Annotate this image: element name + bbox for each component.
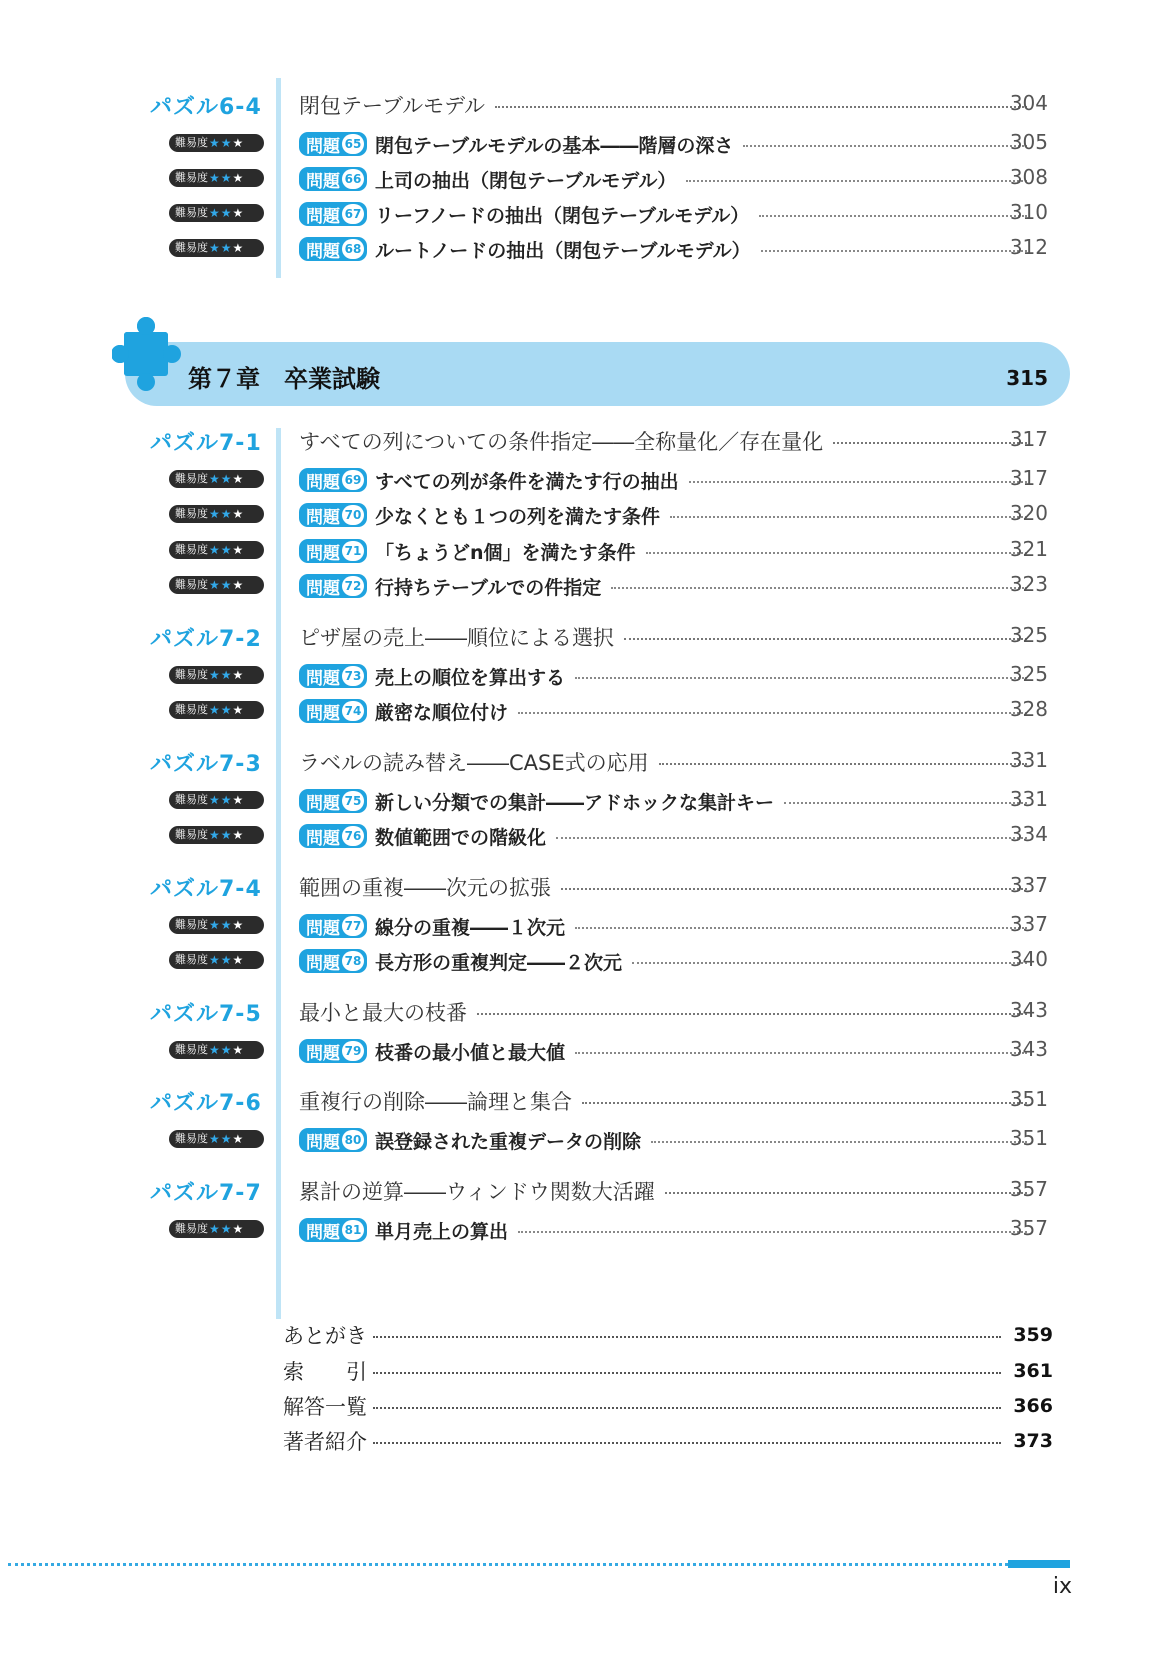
difficulty-badge xyxy=(169,826,264,844)
question-title: 線分の重複――１次元 xyxy=(375,916,566,939)
question-title: 誤登録された重複データの削除 xyxy=(375,1130,642,1153)
question-number-badge xyxy=(299,1128,367,1152)
star-icon: ★ xyxy=(209,241,220,255)
chapter-page: 315 xyxy=(1006,366,1048,390)
star-icon: ★ xyxy=(232,668,244,682)
difficulty-badge xyxy=(169,204,264,222)
page-number: 343 xyxy=(1009,1037,1048,1061)
puzzle-row[interactable] xyxy=(0,88,1165,122)
question-number: 70 xyxy=(342,505,364,525)
question-prefix: 問題 xyxy=(306,171,340,192)
question-prefix: 問題 xyxy=(306,828,340,849)
difficulty-badge xyxy=(169,916,264,934)
star-icon: ★ xyxy=(232,171,244,185)
star-icon: ★ xyxy=(232,703,244,717)
question-title: リーフノードの抽出（閉包テーブルモデル） xyxy=(375,204,750,227)
difficulty-badge xyxy=(169,169,264,187)
difficulty-badge xyxy=(169,1130,264,1148)
question-entry xyxy=(299,819,1035,853)
question-number: 66 xyxy=(342,169,364,189)
page-number: 305 xyxy=(1009,130,1048,154)
question-row[interactable] xyxy=(0,1034,1165,1068)
question-prefix: 問題 xyxy=(306,507,340,528)
puzzle-title: ピザ屋の売上――順位による選択 xyxy=(299,626,614,650)
page-number: 323 xyxy=(1009,572,1048,596)
star-icon: ★ xyxy=(209,828,220,842)
page-number: 337 xyxy=(1009,873,1048,897)
dot-leader xyxy=(518,712,1027,714)
question-row[interactable] xyxy=(0,127,1165,161)
question-prefix: 問題 xyxy=(306,918,340,939)
difficulty-label: 難易度 xyxy=(175,472,208,485)
difficulty-badge xyxy=(169,541,264,559)
back-matter-title: 著者紹介 xyxy=(283,1430,367,1454)
question-row[interactable] xyxy=(0,819,1165,853)
question-number: 69 xyxy=(342,470,364,490)
question-number-badge xyxy=(299,237,367,261)
difficulty-badge xyxy=(169,576,264,594)
puzzle-label: パズル7-5 xyxy=(150,1002,262,1027)
footer-accent-bar xyxy=(1008,1560,1070,1568)
page-number-footer: ix xyxy=(1052,1574,1072,1599)
puzzle-label: パズル7-4 xyxy=(150,877,262,902)
star-icon: ★ xyxy=(209,918,220,932)
question-number: 67 xyxy=(342,204,364,224)
page-number: 343 xyxy=(1009,998,1048,1022)
question-row[interactable] xyxy=(0,694,1165,728)
question-prefix: 問題 xyxy=(306,703,340,724)
puzzle-title: すべての列についての条件指定――全称量化／存在量化 xyxy=(299,430,824,454)
question-number-badge xyxy=(299,699,367,723)
back-matter-title: 解答一覧 xyxy=(283,1395,367,1419)
dot-leader xyxy=(670,516,1027,518)
page-number: 357 xyxy=(1009,1216,1048,1240)
question-row[interactable] xyxy=(0,1123,1165,1157)
difficulty-badge xyxy=(169,505,264,523)
question-entry xyxy=(299,1123,1035,1157)
puzzle-title: 重複行の削除――論理と集合 xyxy=(299,1090,572,1114)
dot-leader xyxy=(373,1372,1001,1374)
question-row[interactable] xyxy=(0,162,1165,196)
star-icon: ★ xyxy=(232,241,244,255)
dot-leader xyxy=(624,638,1027,640)
question-title: すべての列が条件を満たす行の抽出 xyxy=(375,470,679,493)
page-number: 328 xyxy=(1009,697,1048,721)
star-icon: ★ xyxy=(232,793,244,807)
question-number-badge xyxy=(299,167,367,191)
question-row[interactable] xyxy=(0,232,1165,266)
question-title: 「ちょうどn個」を満たす条件 xyxy=(375,541,636,564)
puzzle-row[interactable] xyxy=(0,620,1165,654)
dot-leader xyxy=(575,1052,1027,1054)
question-number-badge xyxy=(299,539,367,563)
star-icon: ★ xyxy=(209,578,220,592)
question-number: 71 xyxy=(342,541,364,561)
puzzle-row[interactable] xyxy=(0,1174,1165,1208)
question-entry xyxy=(299,784,1035,818)
difficulty-label: 難易度 xyxy=(175,1132,208,1145)
page-number: 317 xyxy=(1009,427,1048,451)
question-number: 74 xyxy=(342,701,364,721)
puzzle-title: 閉包テーブルモデル xyxy=(299,94,486,118)
difficulty-label: 難易度 xyxy=(175,241,208,254)
question-entry xyxy=(299,463,1035,497)
puzzle-title-wrap xyxy=(299,870,1035,904)
question-entry xyxy=(299,232,1035,266)
difficulty-label: 難易度 xyxy=(175,171,208,184)
page-number: 320 xyxy=(1009,501,1048,525)
question-number: 68 xyxy=(342,239,364,259)
star-icon: ★ xyxy=(220,953,232,967)
question-row[interactable] xyxy=(0,498,1165,532)
star-icon: ★ xyxy=(220,668,232,682)
question-prefix: 問題 xyxy=(306,953,340,974)
star-icon: ★ xyxy=(220,241,232,255)
puzzle-title: 範囲の重複――次元の拡張 xyxy=(299,876,551,900)
star-icon: ★ xyxy=(220,206,232,220)
star-icon: ★ xyxy=(209,136,220,150)
star-icon: ★ xyxy=(220,543,232,557)
dot-leader xyxy=(686,180,1027,182)
question-row[interactable] xyxy=(0,784,1165,818)
dot-leader xyxy=(611,587,1027,589)
star-icon: ★ xyxy=(209,703,220,717)
question-title: ルートノードの抽出（閉包テーブルモデル） xyxy=(375,239,751,262)
star-icon: ★ xyxy=(209,507,220,521)
page-number: 334 xyxy=(1009,822,1048,846)
puzzle-row[interactable] xyxy=(0,745,1165,779)
question-entry xyxy=(299,909,1035,943)
page-number: 340 xyxy=(1009,947,1048,971)
star-icon: ★ xyxy=(209,1222,220,1236)
question-row[interactable] xyxy=(0,463,1165,497)
dot-leader xyxy=(659,763,1027,765)
question-entry xyxy=(299,1213,1035,1247)
star-icon: ★ xyxy=(220,507,232,521)
puzzle-title-wrap xyxy=(299,745,1035,779)
page-number: 337 xyxy=(1009,912,1048,936)
star-icon: ★ xyxy=(220,828,232,842)
question-prefix: 問題 xyxy=(306,206,340,227)
back-matter-title: 索 引 xyxy=(283,1360,367,1384)
question-entry xyxy=(299,569,1035,603)
question-title: 上司の抽出（閉包テーブルモデル） xyxy=(375,169,677,192)
difficulty-label: 難易度 xyxy=(175,953,208,966)
star-icon: ★ xyxy=(232,953,244,967)
question-number: 81 xyxy=(342,1220,364,1240)
page-number: 331 xyxy=(1009,787,1048,811)
dot-leader xyxy=(833,442,1027,444)
question-title: 単月売上の算出 xyxy=(375,1220,509,1243)
star-icon: ★ xyxy=(232,918,244,932)
page-number: 317 xyxy=(1009,466,1048,490)
page-number: 304 xyxy=(1009,91,1048,115)
dot-leader xyxy=(561,888,1027,890)
page-number: 359 xyxy=(1013,1324,1053,1346)
puzzle-title-wrap xyxy=(299,620,1035,654)
dot-leader xyxy=(665,1192,1027,1194)
difficulty-badge xyxy=(169,239,264,257)
star-icon: ★ xyxy=(232,1222,244,1236)
question-title: 枝番の最小値と最大値 xyxy=(375,1041,566,1064)
puzzle-piece-icon-front xyxy=(112,316,184,392)
question-title: 売上の順位を算出する xyxy=(375,666,566,689)
dot-leader xyxy=(743,145,1027,147)
puzzle-title-wrap xyxy=(299,995,1035,1029)
back-matter-row[interactable] xyxy=(283,1389,1053,1423)
difficulty-label: 難易度 xyxy=(175,543,208,556)
question-number-badge xyxy=(299,1039,367,1063)
puzzle-title: ラベルの読み替え――CASE式の応用 xyxy=(299,751,649,775)
question-number: 77 xyxy=(342,916,364,936)
difficulty-badge xyxy=(169,1220,264,1238)
puzzle-row[interactable] xyxy=(0,1084,1165,1118)
back-matter-row[interactable] xyxy=(283,1318,1053,1352)
question-number: 75 xyxy=(342,791,364,811)
dot-leader xyxy=(373,1336,1001,1338)
puzzle-row[interactable] xyxy=(0,995,1165,1029)
question-number: 76 xyxy=(342,826,364,846)
difficulty-badge xyxy=(169,951,264,969)
dot-leader xyxy=(575,927,1027,929)
question-prefix: 問題 xyxy=(306,136,340,157)
difficulty-label: 難易度 xyxy=(175,828,208,841)
page-number: 325 xyxy=(1009,623,1048,647)
dot-leader xyxy=(582,1102,1027,1104)
star-icon: ★ xyxy=(232,507,244,521)
question-entry xyxy=(299,694,1035,728)
question-title: 行持ちテーブルでの件指定 xyxy=(375,576,602,599)
star-icon: ★ xyxy=(232,828,244,842)
dot-leader xyxy=(651,1141,1027,1143)
question-number: 73 xyxy=(342,666,364,686)
difficulty-badge xyxy=(169,134,264,152)
question-entry xyxy=(299,944,1035,978)
question-prefix: 問題 xyxy=(306,578,340,599)
question-number: 78 xyxy=(342,951,364,971)
question-number-badge xyxy=(299,132,367,156)
chapter-title[interactable]: 第７章 卒業試験 xyxy=(188,365,380,393)
star-icon: ★ xyxy=(232,472,244,486)
question-row[interactable] xyxy=(0,909,1165,943)
question-title: 閉包テーブルモデルの基本――階層の深さ xyxy=(375,134,734,157)
question-title: 少なくとも１つの列を満たす条件 xyxy=(375,505,661,528)
difficulty-label: 難易度 xyxy=(175,578,208,591)
star-icon: ★ xyxy=(209,543,220,557)
dot-leader xyxy=(646,552,1027,554)
star-icon: ★ xyxy=(209,953,220,967)
dot-leader xyxy=(518,1231,1027,1233)
star-icon: ★ xyxy=(220,1132,232,1146)
question-number-badge xyxy=(299,574,367,598)
question-number-badge xyxy=(299,914,367,938)
difficulty-label: 難易度 xyxy=(175,703,208,716)
question-title: 新しい分類での集計――アドホックな集計キー xyxy=(375,791,775,814)
page-number: 351 xyxy=(1009,1087,1048,1111)
question-entry xyxy=(299,659,1035,693)
star-icon: ★ xyxy=(220,171,232,185)
star-icon: ★ xyxy=(209,1043,220,1057)
puzzle-row[interactable] xyxy=(0,870,1165,904)
question-entry xyxy=(299,127,1035,161)
star-icon: ★ xyxy=(209,472,220,486)
question-number-badge xyxy=(299,1218,367,1242)
question-prefix: 問題 xyxy=(306,543,340,564)
question-prefix: 問題 xyxy=(306,668,340,689)
question-row[interactable] xyxy=(0,1213,1165,1247)
page-number: 312 xyxy=(1009,235,1048,259)
difficulty-badge xyxy=(169,701,264,719)
question-number-badge xyxy=(299,202,367,226)
star-icon: ★ xyxy=(232,1132,244,1146)
star-icon: ★ xyxy=(220,578,232,592)
difficulty-label: 難易度 xyxy=(175,1043,208,1056)
star-icon: ★ xyxy=(209,1132,220,1146)
back-matter-row[interactable] xyxy=(283,1354,1053,1388)
star-icon: ★ xyxy=(232,1043,244,1057)
question-number: 80 xyxy=(342,1130,364,1150)
puzzle-title-wrap xyxy=(299,424,1035,458)
question-entry xyxy=(299,162,1035,196)
difficulty-label: 難易度 xyxy=(175,507,208,520)
question-entry xyxy=(299,498,1035,532)
dot-leader xyxy=(575,677,1027,679)
page-number: 308 xyxy=(1009,165,1048,189)
difficulty-badge xyxy=(169,1041,264,1059)
star-icon: ★ xyxy=(232,136,244,150)
dot-leader xyxy=(556,837,1027,839)
question-row[interactable] xyxy=(0,197,1165,231)
question-entry xyxy=(299,1034,1035,1068)
back-matter-row[interactable] xyxy=(283,1424,1053,1458)
star-icon: ★ xyxy=(232,206,244,220)
star-icon: ★ xyxy=(209,171,220,185)
question-number-badge xyxy=(299,789,367,813)
star-icon: ★ xyxy=(232,578,244,592)
difficulty-label: 難易度 xyxy=(175,668,208,681)
question-number: 72 xyxy=(342,576,364,596)
difficulty-label: 難易度 xyxy=(175,918,208,931)
puzzle-label: パズル7-3 xyxy=(150,752,262,777)
question-title: 厳密な順位付け xyxy=(375,701,509,724)
puzzle-title: 最小と最大の枝番 xyxy=(299,1001,467,1025)
page-number: 310 xyxy=(1009,200,1048,224)
difficulty-label: 難易度 xyxy=(175,793,208,806)
question-row[interactable] xyxy=(0,944,1165,978)
puzzle-label: パズル7-2 xyxy=(150,627,262,652)
question-prefix: 問題 xyxy=(306,1222,340,1243)
puzzle-label: パズル7-7 xyxy=(150,1181,262,1206)
star-icon: ★ xyxy=(220,1043,232,1057)
page-number: 357 xyxy=(1009,1177,1048,1201)
difficulty-badge xyxy=(169,470,264,488)
question-entry xyxy=(299,534,1035,568)
dot-leader xyxy=(373,1442,1001,1444)
dot-leader xyxy=(495,106,1027,108)
page-number: 321 xyxy=(1009,537,1048,561)
dot-leader xyxy=(477,1013,1027,1015)
question-prefix: 問題 xyxy=(306,241,340,262)
footer-dotted-rule xyxy=(8,1563,1008,1566)
question-prefix: 問題 xyxy=(306,793,340,814)
dot-leader xyxy=(759,215,1027,217)
question-number: 65 xyxy=(342,134,364,154)
dot-leader xyxy=(689,481,1027,483)
star-icon: ★ xyxy=(209,793,220,807)
question-title: 長方形の重複判定――２次元 xyxy=(375,951,623,974)
puzzle-label: パズル7-6 xyxy=(150,1091,262,1116)
page-number: 373 xyxy=(1013,1430,1053,1452)
question-number-badge xyxy=(299,468,367,492)
question-row[interactable] xyxy=(0,659,1165,693)
star-icon: ★ xyxy=(220,793,232,807)
star-icon: ★ xyxy=(220,918,232,932)
star-icon: ★ xyxy=(232,543,244,557)
difficulty-badge xyxy=(169,666,264,684)
difficulty-label: 難易度 xyxy=(175,136,208,149)
page-number: 331 xyxy=(1009,748,1048,772)
difficulty-label: 難易度 xyxy=(175,206,208,219)
page-number: 366 xyxy=(1013,1395,1053,1417)
star-icon: ★ xyxy=(220,1222,232,1236)
difficulty-badge xyxy=(169,791,264,809)
back-matter-title: あとがき xyxy=(283,1324,367,1348)
question-prefix: 問題 xyxy=(306,472,340,493)
question-number: 79 xyxy=(342,1041,364,1061)
puzzle-label: パズル7-1 xyxy=(150,431,262,456)
puzzle-row[interactable] xyxy=(0,424,1165,458)
dot-leader xyxy=(632,962,1027,964)
dot-leader xyxy=(784,802,1027,804)
star-icon: ★ xyxy=(220,472,232,486)
question-row[interactable] xyxy=(0,569,1165,603)
puzzle-title: 累計の逆算――ウィンドウ関数大活躍 xyxy=(299,1180,655,1204)
star-icon: ★ xyxy=(220,136,232,150)
dot-leader xyxy=(761,250,1027,252)
question-row[interactable] xyxy=(0,534,1165,568)
dot-leader xyxy=(373,1407,1001,1409)
page-number: 361 xyxy=(1013,1360,1053,1382)
puzzle-title-wrap xyxy=(299,1174,1035,1208)
star-icon: ★ xyxy=(220,703,232,717)
question-number-badge xyxy=(299,824,367,848)
puzzle-label: パズル6-4 xyxy=(150,95,262,120)
question-number-badge xyxy=(299,664,367,688)
question-number-badge xyxy=(299,949,367,973)
page-number: 325 xyxy=(1009,662,1048,686)
star-icon: ★ xyxy=(209,206,220,220)
page-number: 351 xyxy=(1009,1126,1048,1150)
question-number-badge xyxy=(299,503,367,527)
question-prefix: 問題 xyxy=(306,1043,340,1064)
question-prefix: 問題 xyxy=(306,1132,340,1153)
difficulty-label: 難易度 xyxy=(175,1222,208,1235)
puzzle-title-wrap xyxy=(299,1084,1035,1118)
question-entry xyxy=(299,197,1035,231)
star-icon: ★ xyxy=(209,668,220,682)
question-title: 数値範囲での階級化 xyxy=(375,826,547,849)
